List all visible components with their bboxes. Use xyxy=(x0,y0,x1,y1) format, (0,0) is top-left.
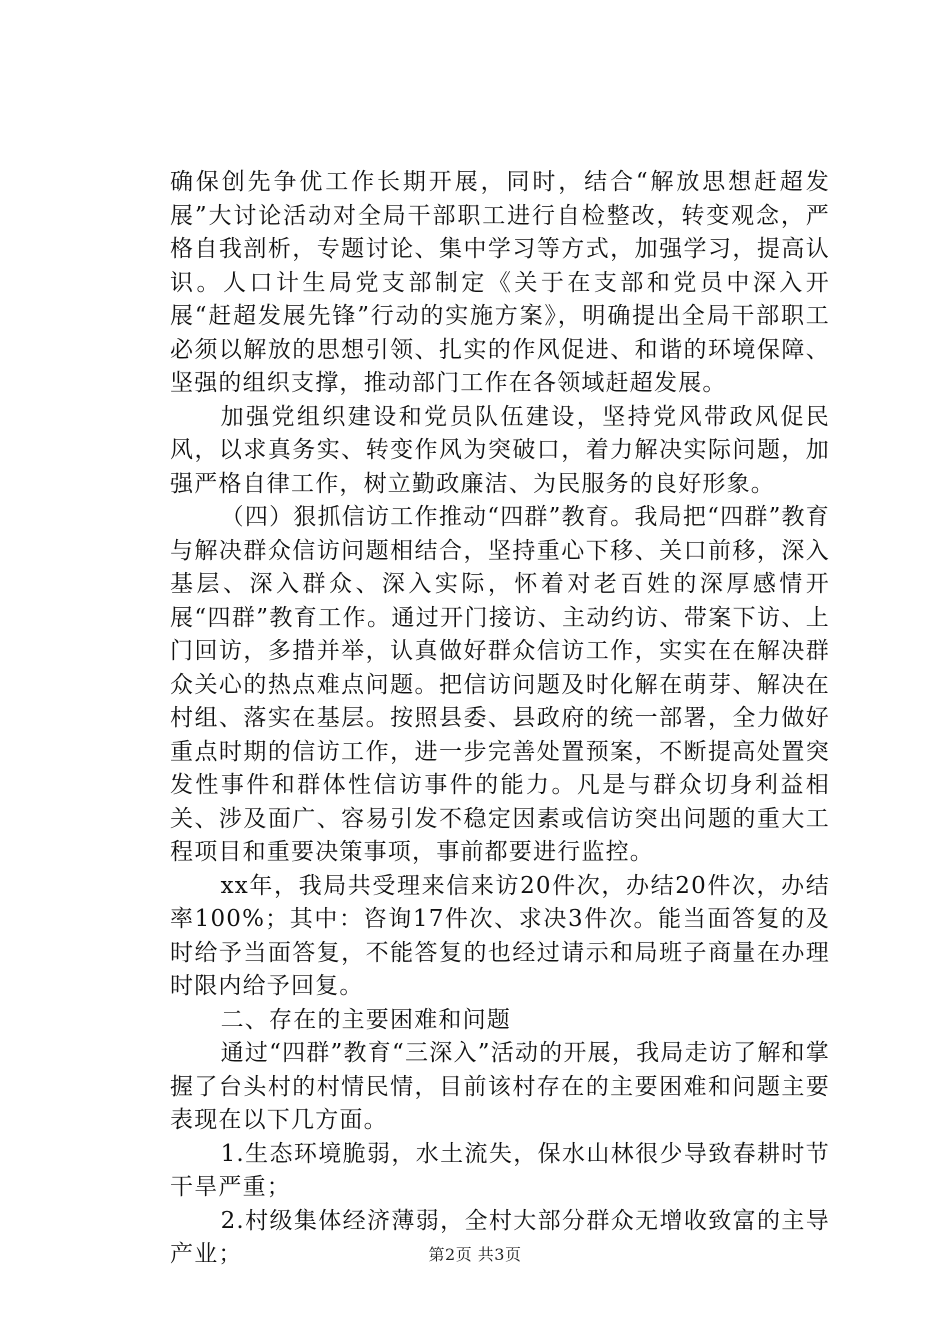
page-footer: 第2页 共3页 xyxy=(428,1245,522,1264)
document-body xyxy=(170,166,830,1272)
paragraph-4: xx年，我局共受理来信来访20件次，办结20件次，办结率100%；其中：咨询17件次、求决3件次。能当面答复的及时给予当面答复，不能答复的也经过请示和局班子商量在办理时限内给予回复。 xyxy=(170,872,830,999)
list-item-2: 2.村级集体经济薄弱，全村大部分群众无增收致富的主导产业； xyxy=(170,1207,830,1267)
paragraph-5: 通过“四群”教育“三深入”活动的开展，我局走访了解和掌握了台头村的村情民情，目前该村存在的主要困难和问题主要表现在以下几方面。 xyxy=(170,1040,830,1133)
paragraph-3: （四）狠抓信访工作推动“四群”教育。我局把“四群”教育与解决群众信访问题相结合，坚持重心下移、关口前移，深入基层、深入群众、深入实际，怀着对老百姓的深厚感情开展“四群”教育工作。通过开门接访、主动约访、带案下访、上门回访，多措并举，认真做好群众信访工作，实实在在解决群众关心的热点难点问题。把信访问题及时化解在萌芽、解决在村组、落实在基层。按照县委、县政府的统一部署，全力做好重点时期的信访工作，进一步完善处置预案，不断提高处置突发性事件和群体性信访事件的能力。凡是与群众切身利益相关、涉及面广、容易引发不稳定因素或信访突出问题的重大工程项目和重要决策事项，事前都要进行监控。 xyxy=(170,504,830,865)
paragraph-1: 确保创先争优工作长期开展，同时，结合“解放思想赶超发展”大讨论活动对全局干部职工进行自检整改，转变观念，严格自我剖析，专题讨论、集中学习等方式，加强学习，提高认识。人口计生局党支部制定《关于在支部和党员中深入开展“赶超发展先锋”行动的实施方案》，明确提出全局干部职工必须以解放的思想引领、扎实的作风促进、和谐的环境保障、坚强的组织支撑，推动部门工作在各领域赶超发展。 xyxy=(170,169,830,396)
paragraph-2: 加强党组织建设和党员队伍建设，坚持党风带政风促民风，以求真务实、转变作风为突破口，着力解决实际问题，加强严格自律工作，树立勤政廉洁、为民服务的良好形象。 xyxy=(170,403,830,497)
list-item-1: 1.生态环境脆弱，水土流失，保水山林很少导致春耕时节干旱严重； xyxy=(170,1140,830,1200)
section-heading: 二、存在的主要困难和问题 xyxy=(220,1006,511,1033)
